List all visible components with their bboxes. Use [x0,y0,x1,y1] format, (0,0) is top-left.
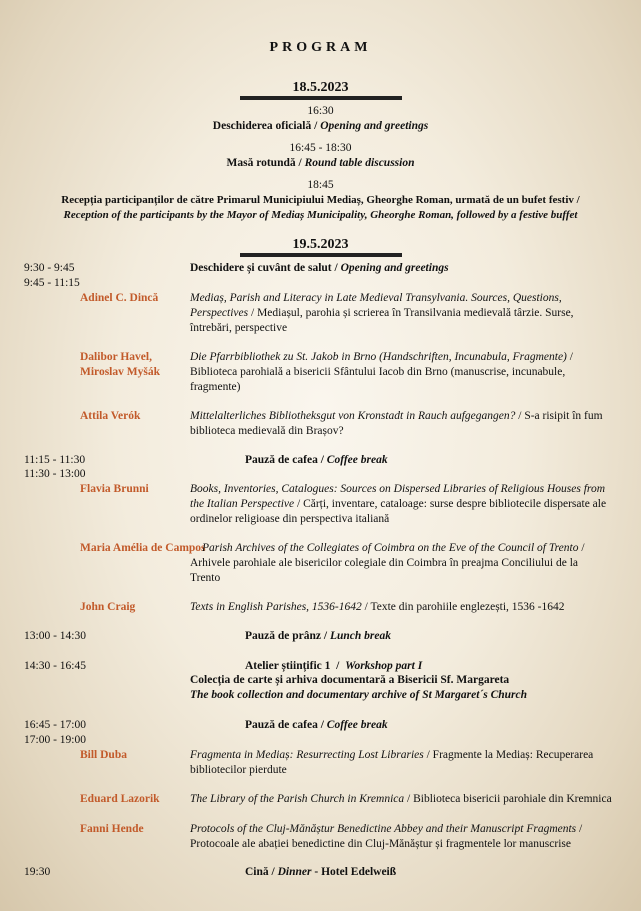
day1-date: 18.5.2023 [292,80,349,95]
speaker-name: Maria Amélia de Campos [80,542,206,554]
talk-title-ro: Texte din parohiile englezești, 1536 -1642 [370,601,565,613]
talk-item: Mittelalterliches Bibliotheksgut von Kronstadt in Rauch aufgegangen? / S-a risipit în fum biblioteca medievală din Brașov? [190,410,603,437]
talk-item: Mediaș, Parish and Literacy in Late Medieval Transylvania. Sources, Questions, Perspectives / Mediașul, parohia și scrierea în Transilvania medievală târzie. Surse, întrebări, perspective [190,292,574,334]
event-ro: Deschidere și cuvânt de salut [190,262,332,274]
speaker-name: Attila Verók [80,410,141,422]
speaker-name: Flavia Brunni [80,483,149,495]
talk-item: Books, Inventories, Catalogues: Sources on Dispersed Libraries of Religious Houses from the Italian Perspective / Cărți, inventare, cataloage: surse despre bibliotecile dispersate ale ordinelor religioase din perspectiva italiană [190,483,607,525]
opening-event: Deschidere și cuvânt de salut / Opening and greetings [190,262,449,274]
workshop-time: 14:30 - 16:45 [24,660,86,672]
coffee2-time: 16:45 - 17:00 [24,719,86,731]
event-ro: Pauză de cafea [245,454,318,466]
talk-title: Protocols of the Cluj-Mănăștur Benedictine Abbey and their Manuscript Fragments [190,823,577,835]
event-ro: Cină [245,866,269,878]
talk-title: The Library of the Parish Church in Kremnica [190,793,405,805]
day1-event-1: Deschiderea oficială / Opening and greetings [212,120,429,132]
coffee1-event: Pauză de cafea / Coffee break [245,454,388,466]
workshop-subtitle-en: The book collection and documentary archive of St Margaret´s Church [190,689,528,701]
event-en: Opening and greetings [340,262,449,274]
day1-time-2: 16:45 - 18:30 [289,142,352,154]
speaker-name [80,350,160,380]
session2-time: 11:30 - 13:00 [24,468,86,480]
speaker-name: Eduard Lazorik [80,793,160,805]
opening-time: 9:30 - 9:45 [24,262,75,274]
talk-title-ro: Biblioteca bisericii parohiale din Kremnica [413,793,612,805]
talk-title: Fragmenta in Mediaș: Resurrecting Lost Libraries [190,749,424,761]
dinner-event: Cină / Dinner - Hotel Edelweiß [245,866,397,878]
session3-time: 17:00 - 19:00 [24,734,86,746]
event-ro: Pauză de prânz [245,630,322,642]
talk-title-ro: Fragmente la Mediaș: Recuperarea bibliotecilor pierdute [190,749,594,776]
talk-title-ro: Mediașul, parohia și scrierea în Transilvania medievală târzie. Surse, întrebări, perspective [190,307,574,334]
page-title: PROGRAM [269,40,372,55]
event-ro: Pauză de cafea [245,719,318,731]
speaker-name: Adinel C. Dincă [80,292,159,304]
dinner-place: Hotel Edelweiß [321,866,397,878]
talk-item: The Library of the Parish Church in Kremnica / Biblioteca bisericii parohiale din Kremnica [190,793,612,805]
speaker-name: Bill Duba [80,749,127,761]
event-en: Coffee break [326,454,388,466]
speaker-line-1: Dalibor Havel, [80,351,152,363]
coffee2-event: Pauză de cafea / Coffee break [245,719,388,731]
day1-time-3: 18:45 [307,179,334,191]
workshop-subtitle-ro: Colecția de carte și arhiva documentară a Bisericii Sf. Margareta [190,674,510,686]
event-en: Coffee break [326,719,388,731]
talk-item: Die Pfarrbibliothek zu St. Jakob in Brno (Handschriften, Incunabula, Fragmente) / Biblioteca parohială a bisericii Sfântului Iacob din Brno (manuscrise, incunabule, fragmente) [190,351,573,393]
talk-title: Die Pfarrbibliothek zu St. Jakob in Brno (Handschriften, Incunabula, Fragmente) [190,351,567,363]
day1-reception-ro: Recepția participanților de către Primarul Municipiului Mediaș, Gheorghe Roman, urmată de un bufet festiv / [61,194,580,206]
dinner-time: 19:30 [24,866,51,878]
talk-item: Parish Archives of the Collegiates of Coimbra on the Eve of the Council of Trento / Arhivele parohiale ale bisericilor colegiale din Coimbra în preajma Conciliului de la Trento [190,542,585,584]
event-en: Round table discussion [304,157,415,169]
reception-ro-text: Recepția participanților de către Primarul Municipiului Mediaș, Gheorghe Roman, urmată de un bufet festiv [61,194,574,206]
event-en: Dinner [277,866,312,878]
talk-title-ro: Cărți, inventare, cataloage: surse despre bibliotecile dispersate ale ordinelor religioase din perspectiva italiană [190,498,607,525]
day1-time-1: 16:30 [307,105,334,117]
talk-title-ro: Biblioteca parohială a bisericii Sfântului Iacob din Brno (manuscrise, incunabule, fragmente) [190,366,566,393]
event-en: Opening and greetings [320,120,429,132]
workshop-event: Atelier științific 1 / Workshop part I [245,660,423,672]
coffee1-time: 11:15 - 11:30 [24,454,86,466]
day1-divider [240,96,402,100]
event-en: Lunch break [329,630,392,642]
talk-item: Texts in English Parishes, 1536-1642 / Texte din parohiile englezești, 1536 -1642 [190,601,565,613]
event-ro: Atelier științific 1 [245,660,331,672]
day1-event-2: Masă rotundă / Round table discussion [226,157,415,169]
talk-title: Parish Archives of the Collegiates of Coimbra on the Eve of the Council of Trento [202,542,579,554]
event-en: Workshop part I [345,660,423,672]
speaker-name: Fanni Hende [80,823,144,835]
lunch-time: 13:00 - 14:30 [24,630,86,642]
lunch-event: Pauză de prânz / Lunch break [245,630,392,642]
speaker-name: John Craig [80,601,136,613]
talk-title: Mediaș, Parish and Literacy in Late Medieval Transylvania. Sources, Questions, Perspectives [190,292,562,319]
talk-item: Protocols of the Cluj-Mănăștur Benedictine Abbey and their Manuscript Fragments / Protocoale ale abației benedictine din Cluj-Mănăștur și fragmentele lor manuscrise [190,823,583,850]
session1-time: 9:45 - 11:15 [24,277,80,289]
talk-title-ro: Protocoale ale abației benedictine din Cluj-Mănăștur și fragmentele lor manuscrise [190,838,571,850]
talk-title-ro: S-a risipit în fum biblioteca medievală din Brașov? [190,410,603,437]
talk-title-ro: Arhivele parohiale ale bisericilor colegiale din Coimbra în preajma Conciliului de la Trento [190,557,578,584]
day2-date: 19.5.2023 [292,237,349,252]
talk-title: Books, Inventories, Catalogues: Sources on Dispersed Libraries of Religious Houses from the Italian Perspective [190,483,606,510]
day1-reception-en: Reception of the participants by the Mayor of Mediaș Municipality, Gheorghe Roman, followed by a festive buffet [63,209,578,221]
speaker-line-2: Miroslav Myšák [80,366,160,378]
talk-item: Fragmenta in Mediaș: Resurrecting Lost Libraries / Fragmente la Mediaș: Recuperarea bibliotecilor pierdute [190,749,594,776]
day2-divider [240,253,402,257]
talk-title: Texts in English Parishes, 1536-1642 [190,601,362,613]
event-ro: Masă rotundă [226,157,296,169]
talk-title: Mittelalterliches Bibliotheksgut von Kronstadt in Rauch aufgegangen? [190,410,516,422]
event-ro: Deschiderea oficială [212,120,312,132]
